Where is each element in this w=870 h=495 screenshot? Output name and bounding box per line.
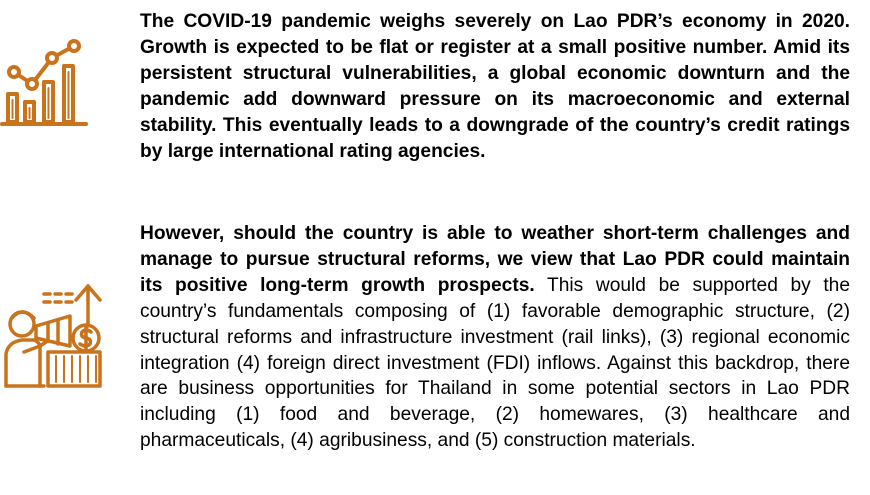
paragraph-lead-bold: However, should the country is able to weather short-term challenges and manage to pursue structural reforms, we view that Lao PDR could maintain its positive long-term growth prospects. (140, 223, 850, 296)
bar-chart-trend-up-icon (0, 38, 90, 130)
paragraph-long-term-prospects (140, 221, 850, 454)
paragraph-body: This would be supported by the country’s fundamentals composing of (1) favorable demographic structure, (2) structural reforms and infrastructure investment (rail links), (3) regional economic integration (4) foreign direct investment (FDI) inflows. Against this backdrop, there are business opportunities for Thailand in some potential sectors in Lao PDR including (1) food and beverage, (2) homewares, (3) healthcare and pharmaceuticals, (4) agribusiness, and (5) construction materials. (140, 274, 850, 452)
investor-dollar-growth-icon (0, 282, 108, 388)
paragraph-covid-impact: The COVID-19 pandemic weighs severely on Lao PDR’s economy in 2020. Growth is expected to be flat or register at a small positive number. Amid its persistent structural vulnerabilities, a global economic downturn and the pandemic add downward pressure on its macroeconomic and external stability. This eventually leads to a downgrade of the country’s credit ratings by large international rating agencies. (140, 11, 850, 162)
